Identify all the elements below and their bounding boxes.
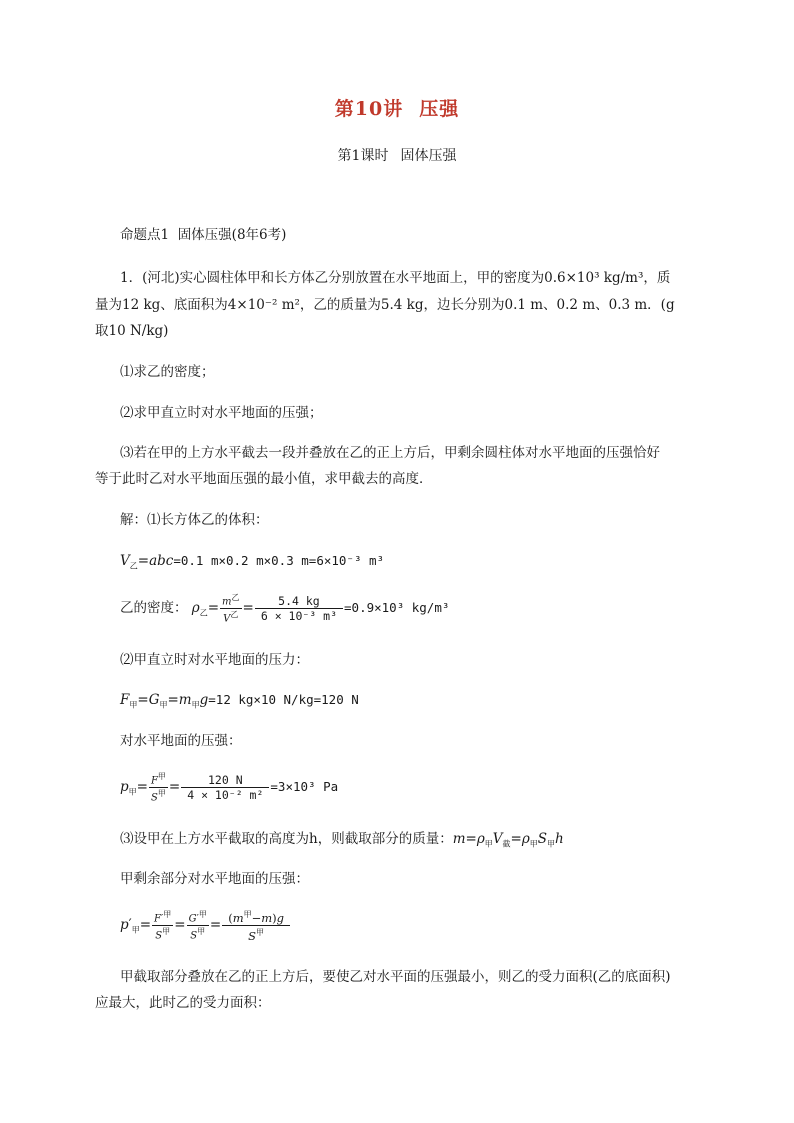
part-3-line: ⑶设甲在上方水平截取的高度为h，则截取部分的质量：$m=\rho_甲V_截=\rho_甲S_甲h$ xyxy=(120,831,564,849)
final-line-1: 甲截取部分叠放在乙的正上方后，要使乙对水平面的压强最小，则乙的受力面积(乙的底面积) xyxy=(120,969,671,985)
remaining-fraction-1: $\frac{F'^甲}{S^甲}$ xyxy=(154,909,172,942)
question-3-line-2: 等于此时乙对水平地面压强的最小值，求甲截去的高度． xyxy=(95,471,433,487)
session-number: 第1课时 xyxy=(337,148,389,164)
problem-line-1: 1．(河北)实心圆柱体甲和长方体乙分别放置在水平地面上，甲的密度为0.6×10³ kg/m³，质 xyxy=(120,270,671,286)
section-heading xyxy=(120,225,286,245)
lecture-topic: 压强 xyxy=(419,98,460,120)
solution-intro: 解：⑴长方体乙的体积： xyxy=(120,512,269,528)
section-label: 命题点1 xyxy=(120,227,170,243)
density-label: 乙的密度： xyxy=(120,600,188,616)
section-title: 固体压强(8年6考) xyxy=(177,227,287,243)
final-line-2: 应最大，此时乙的受力面积： xyxy=(95,995,271,1011)
question-3-line-1: ⑶若在甲的上方水平截去一段并叠放在乙的正上方后，甲剩余圆柱体对水平地面的压强恰好 xyxy=(120,445,660,461)
pressure-symbolic-fraction: $\frac{F^甲}{S^甲}$ xyxy=(150,771,166,804)
density-symbolic-fraction: $\frac{m^乙}{V^乙}$ xyxy=(222,592,240,625)
remaining-fraction-2: $\frac{G'^甲}{S^甲}$ xyxy=(188,909,207,942)
pressure-numeric-fraction xyxy=(181,773,269,802)
pressure-equation: $p_甲=$ $\frac{F^甲}{S^甲}$ = $\frac{120 N}{\text{4 × 10⁻² m²}}$ =3×10³ Pa xyxy=(120,771,339,804)
page-title xyxy=(0,94,794,121)
force-expression: =12 kg×10 N/kg=120 N xyxy=(208,692,359,707)
density-denominator: 6 × 10⁻³ m³ xyxy=(260,609,338,623)
part-2-heading: ⑵甲直立时对水平地面的压力： xyxy=(120,652,309,668)
problem-line-2: 量为12 kg、底面积为4×10⁻² m²，乙的质量为5.4 kg，边长分别为0.1 m、0.2 m、0.3 m．(g xyxy=(95,297,675,313)
remaining-pressure-label: 甲剩余部分对水平地面的压强： xyxy=(120,871,309,887)
density-result: =0.9×10³ kg/m³ xyxy=(344,600,450,615)
question-1: ⑴求乙的密度； xyxy=(120,364,215,380)
volume-expression: =0.1 m×0.2 m×0.3 m=6×10⁻³ m³ xyxy=(173,553,385,568)
density-numeric-fraction xyxy=(255,594,343,623)
remaining-fraction-3: $\frac{(m^甲-m)g}{S^甲}$ xyxy=(222,908,290,943)
lecture-number: 第10讲 xyxy=(334,98,404,120)
question-2: ⑵求甲直立时对水平地面的压强； xyxy=(120,405,323,421)
pressure-numerator: 120 N xyxy=(181,773,269,788)
pressure-result: =3×10³ Pa xyxy=(270,779,339,794)
pressure-denominator: 4 × 10⁻² m² xyxy=(187,788,264,802)
page-subtitle xyxy=(0,145,794,165)
volume-equation: $V_乙=abc=0.1$ m×0.2 m×0.3 m=6×10⁻³ m³ xyxy=(120,553,385,571)
pressure-label: 对水平地面的压强： xyxy=(120,733,242,749)
part-3-text: ⑶设甲在上方水平截取的高度为h，则截取部分的质量： xyxy=(120,831,453,847)
density-equation: 乙的密度： $\rho_乙=$ $\frac{m^乙}{V^乙}$ = $\frac{5.4 kg}{\text{6 × 10⁻³ m³}}$ =0.9×10³ kg/m³ xyxy=(120,592,450,625)
session-topic: 固体压强 xyxy=(400,148,457,164)
force-equation: $F_甲=G_甲=m_甲g=12$ kg×10 N/kg=120 N xyxy=(120,692,359,710)
remaining-pressure-equation: $p'_甲=$ $\frac{F'^甲}{S^甲}$ = $\frac{G'^甲}{S^甲}$ = $\frac{(m^甲-m)g}{S^甲}$ xyxy=(120,908,291,948)
density-numerator: 5.4 kg xyxy=(255,594,343,609)
problem-line-3: 取10 N/kg) xyxy=(95,323,169,339)
